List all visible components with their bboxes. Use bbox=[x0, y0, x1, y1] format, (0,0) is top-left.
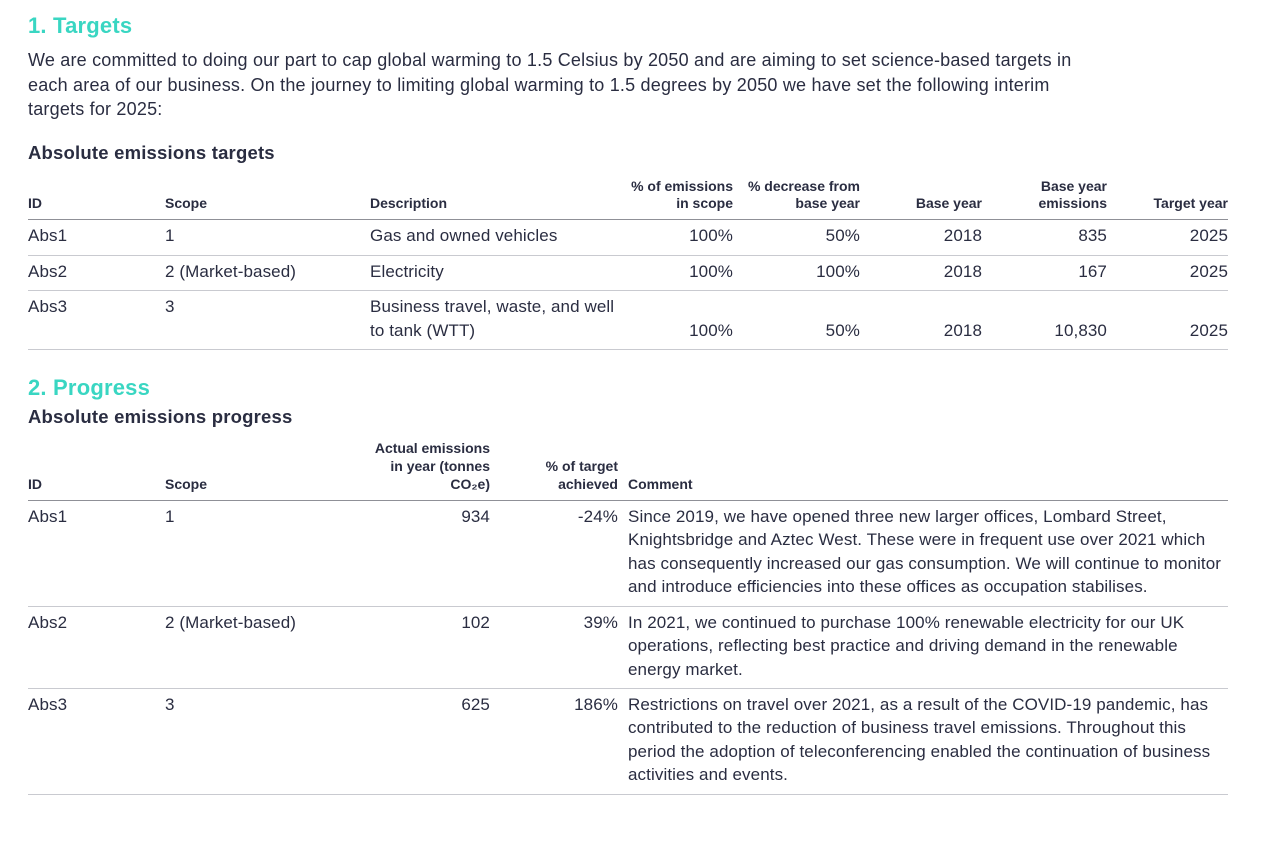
targets-heading: 1. Targets bbox=[28, 13, 133, 38]
cell-pct-decrease: 100% bbox=[733, 255, 860, 290]
cell-target-year: 2025 bbox=[1107, 291, 1228, 350]
cell-pct-emissions-in-scope: 100% bbox=[618, 291, 733, 350]
cell-pct-decrease: 50% bbox=[733, 220, 860, 255]
cell-base-year-emissions: 167 bbox=[982, 255, 1107, 290]
progress-row-abs3 bbox=[28, 689, 1228, 795]
cell-scope: 3 bbox=[165, 291, 370, 350]
targets-col-base-year-emissions: Base year emissions bbox=[982, 178, 1107, 220]
targets-intro-paragraph: We are committed to doing our part to cap global warming to 1.5 Celsius by 2050 and are aiming to set science-based targets in each area of our business. On the journey to limiting global warming to 1.5 degrees by 2050 we have set the following interim targets for 2025: bbox=[28, 50, 1072, 119]
cell-comment: Restrictions on travel over 2021, as a result of the COVID-19 pandemic, has contributed to the reduction of business travel emissions. Throughout this period the adoption of teleconferencing enabled the continuation of business activities and events. bbox=[618, 689, 1228, 795]
cell-scope: 1 bbox=[165, 220, 370, 255]
cell-scope: 1 bbox=[165, 500, 370, 606]
progress-col-id: ID bbox=[28, 440, 165, 500]
targets-row-abs1 bbox=[28, 220, 1228, 255]
cell-actual-emissions: 102 bbox=[370, 606, 490, 688]
cell-actual-emissions: 934 bbox=[370, 500, 490, 606]
cell-target-year: 2025 bbox=[1107, 220, 1228, 255]
progress-row-abs1 bbox=[28, 500, 1228, 606]
cell-scope: 2 (Market-based) bbox=[165, 255, 370, 290]
cell-base-year: 2018 bbox=[860, 255, 982, 290]
cell-scope: 3 bbox=[165, 689, 370, 795]
cell-base-year: 2018 bbox=[860, 220, 982, 255]
cell-comment: In 2021, we continued to purchase 100% renewable electricity for our UK operations, reflecting best practice and driving demand in the renewable energy market. bbox=[618, 606, 1228, 688]
cell-id: Abs3 bbox=[28, 291, 165, 350]
cell-actual-emissions: 625 bbox=[370, 689, 490, 795]
section-targets bbox=[28, 13, 1238, 350]
targets-col-pct-emissions-in-scope: % of emissions in scope bbox=[618, 178, 733, 220]
targets-table-title: Absolute emissions targets bbox=[28, 141, 275, 163]
progress-col-pct-target-achieved: % of target achieved bbox=[490, 440, 618, 500]
progress-row-abs2 bbox=[28, 606, 1228, 688]
progress-header-row bbox=[28, 440, 1228, 500]
cell-pct-target-achieved: 39% bbox=[490, 606, 618, 688]
progress-heading: 2. Progress bbox=[28, 375, 151, 401]
cell-scope: 2 (Market-based) bbox=[165, 606, 370, 688]
targets-col-pct-decrease-from-base-year: % decrease from base year bbox=[733, 178, 860, 220]
targets-col-scope: Scope bbox=[165, 178, 370, 220]
progress-table-title: Absolute emissions progress bbox=[28, 406, 293, 428]
cell-id: Abs2 bbox=[28, 255, 165, 290]
cell-description: Electricity bbox=[370, 255, 618, 290]
cell-pct-emissions-in-scope: 100% bbox=[618, 255, 733, 290]
cell-comment: Since 2019, we have opened three new larger offices, Lombard Street, Knightsbridge and Aztec West. These were in frequent use over 2021 which has consequently increased our gas consumption. We will continue to monitor and introduce efficiencies into these offices as occupation stabilises. bbox=[618, 500, 1228, 606]
absolute-emissions-targets-table bbox=[28, 178, 1228, 351]
cell-id: Abs1 bbox=[28, 220, 165, 255]
targets-header-row bbox=[28, 178, 1228, 220]
progress-col-comment: Comment bbox=[618, 440, 1228, 500]
cell-id: Abs2 bbox=[28, 606, 165, 688]
cell-base-year-emissions: 10,830 bbox=[982, 291, 1107, 350]
targets-row-abs2 bbox=[28, 255, 1228, 290]
progress-col-scope: Scope bbox=[165, 440, 370, 500]
targets-col-base-year: Base year bbox=[860, 178, 982, 220]
progress-col-actual-emissions: Actual emissions in year (tonnes CO₂e) bbox=[370, 440, 490, 500]
targets-col-id: ID bbox=[28, 178, 165, 220]
cell-id: Abs1 bbox=[28, 500, 165, 606]
cell-pct-target-achieved: 186% bbox=[490, 689, 618, 795]
cell-pct-emissions-in-scope: 100% bbox=[618, 220, 733, 255]
targets-row-abs3 bbox=[28, 291, 1228, 350]
cell-description: Business travel, waste, and well to tank (WTT) bbox=[370, 291, 618, 350]
cell-base-year: 2018 bbox=[860, 291, 982, 350]
cell-description: Gas and owned vehicles bbox=[370, 220, 618, 255]
cell-base-year-emissions: 835 bbox=[982, 220, 1107, 255]
targets-col-target-year: Target year bbox=[1107, 178, 1228, 220]
cell-target-year: 2025 bbox=[1107, 255, 1228, 290]
section-progress bbox=[28, 375, 1238, 795]
targets-col-description: Description bbox=[370, 178, 618, 220]
cell-pct-target-achieved: -24% bbox=[490, 500, 618, 606]
cell-id: Abs3 bbox=[28, 689, 165, 795]
report-page bbox=[28, 13, 1238, 795]
absolute-emissions-progress-table bbox=[28, 440, 1228, 795]
cell-pct-decrease: 50% bbox=[733, 291, 860, 350]
